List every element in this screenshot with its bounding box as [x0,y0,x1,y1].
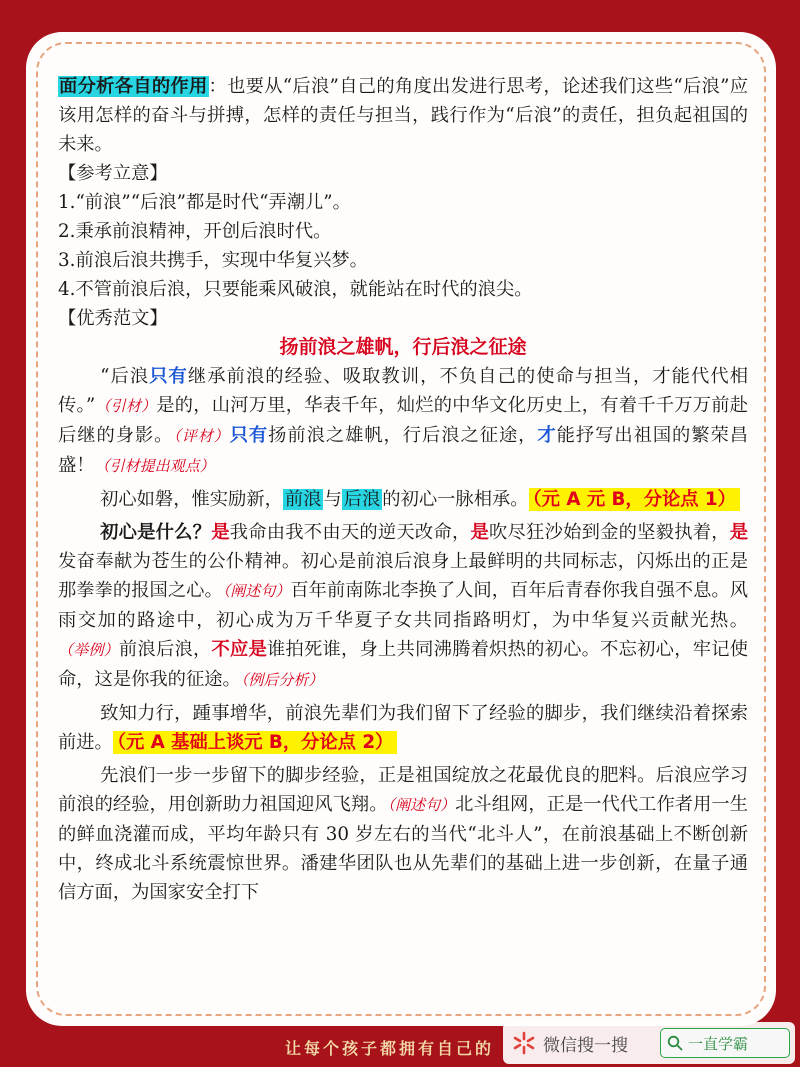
essay-paragraph-4 [58,699,748,757]
annotation-explain: （阐述句） [222,582,291,600]
essay-heading: 【优秀范文】 [58,308,168,329]
p2-text-e: 的初心一脉相承。 [382,489,529,510]
p1-text-c: 继承前浪的经验、吸取教训，不负自己的使命与担当，才能代代相传。” [58,366,748,416]
content-card [26,32,776,1026]
intro-paragraph [58,72,748,159]
p1-emphasis-cai: 才 [537,425,557,446]
reference-item: 4.不管前浪后浪，只要能乘风破浪，就能站在时代的浪尖。 [58,279,533,300]
search-icon [667,1035,683,1051]
wechat-search-query: 一直学霸 [688,1034,749,1053]
annotation-comment-material: （评材） [173,427,230,445]
p1-emphasis-only-2: 只有 [229,425,269,446]
essay-paragraph-5 [58,761,748,907]
p3-text-3: 发奋奉献为苍生的公仆精神。初心是前浪后浪身上最鲜明的共同标志，闪烁出的正是那拳拳的报国之心。 [58,551,748,601]
footer-slogan: 让每个孩子都拥有自己的 [285,1039,495,1058]
p5-text-b: 北斗组网，正是一代代工作者用一生的鲜血浇灌而成，平均年龄只有 30 岁左右的当代“北斗人”，在前浪基础上不断创新中，终成北斗系统震惊世界。潘建华团队也从先辈们的基础上进一步创新，在量子通信方面，为国家安全打下 [58,794,748,903]
wechat-search-logo-icon [509,1028,539,1058]
wechat-search-banner[interactable] [503,1022,795,1064]
p3-text-4: 百年前南陈北李换了人间，百年后青春你我自强不息。风雨交加的路途中，初心成为万千华夏子女共同指路明灯，为中华复兴贡献光热。 [58,580,748,631]
p3-question: 初心是什么？ [100,522,212,543]
p1-text-a: “后浪 [100,366,150,387]
annotation-example: （举例） [58,641,119,659]
reference-item: 1.“前浪”“后浪”都是时代“弄潮儿”。 [58,192,351,213]
sub-argument-tag-2: （元 A 基础上谈元 B，分论点 2） [113,731,398,754]
intro-text: 也要从“后浪”自己的角度出发进行思考，论述我们这些“后浪”应该用怎样的奋斗与拼搏，怎样的责任与担当，践行作为“后浪”的责任，担负起祖国的未来。 [58,76,749,155]
intro-colon: ： [208,76,228,97]
p3-shi-2: 是 [470,522,490,543]
p2-highlight-back-wave: 后浪 [343,489,381,510]
p3-text-1: 我命由我不由天的逆天改命， [229,522,471,543]
intro-highlight: 面分析各自的作用 [59,76,208,97]
p2-text-a: 初心如磐，惟实励新， [100,489,283,510]
p1-emphasis-only: 只有 [149,366,188,387]
wechat-search-box[interactable] [660,1028,790,1058]
p1-text-f: 扬前浪之雄帆，行后浪之征途， [268,425,538,446]
annotation-viewpoint: （引材提出观点） [94,457,215,475]
p3-should-not: 不应是 [211,639,267,660]
p3-text-6: 谁拍死谁，身上共同沸腾着炽热的初心。不忘初心，牢记使命，这是你我的征途。 [58,639,749,690]
essay-paragraph-3 [58,518,748,695]
essay-paragraph-1 [58,362,748,481]
reference-item: 2.秉承前浪精神，开创后浪时代。 [58,221,332,242]
p4-text: 致知力行，踵事增华，前浪先辈们为我们留下了经验的脚步，我们继续沿着探索前进。 [58,703,748,753]
p1-text-h: 能抒写出祖国的繁荣昌盛！ [58,425,749,476]
reference-item: 3.前浪后浪共携手，实现中华复兴梦。 [58,250,368,271]
annotation-cite-material: （引材） [95,397,157,415]
p2-highlight-front-wave: 前浪 [284,489,322,510]
p3-shi-3: 是 [729,522,749,543]
essay-title: 扬前浪之雄帆，行后浪之征途 [279,336,527,358]
reference-heading: 【参考立意】 [58,163,168,184]
wechat-search-label: 微信搜一搜 [543,1035,628,1056]
article-body [58,72,748,907]
annotation-analysis: （例后分析） [240,671,324,689]
essay-paragraph-2 [58,485,748,514]
p1-text-d: 是的，山河万里，华表千年，灿烂的中华文化历史上，有着千千万万前赴后继的身影。 [58,395,749,446]
sub-argument-tag-1: （元 A 元 B，分论点 1） [529,488,740,511]
p3-text-2: 吹尽狂沙始到金的坚毅执着， [489,522,730,543]
annotation-explain-2: （阐述句） [387,796,456,814]
p5-text-a: 先浪们一步一步留下的脚步经验，正是祖国绽放之花最优良的肥料。后浪应学习前浪的经验，用创新助力祖国迎风飞翔。 [58,765,748,815]
p2-text-c: 与 [323,489,342,510]
p3-shi-1: 是 [211,522,230,543]
p3-text-5: 前浪后浪， [118,639,212,660]
